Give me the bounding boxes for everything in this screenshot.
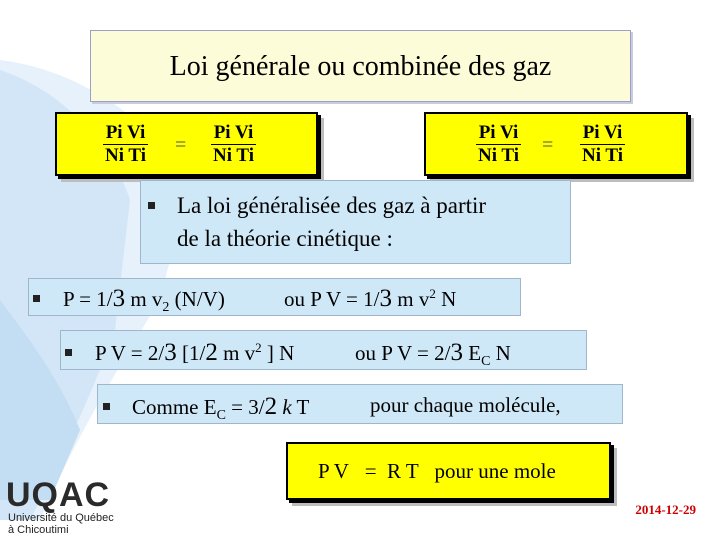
formula-right-lhs-numerator: Pi Vi xyxy=(478,122,519,143)
formula-left-equals: = xyxy=(175,134,187,156)
formula-box-left xyxy=(55,112,318,176)
equation-line-1-part-a: P = 1/3 m $v_2$ (N/V) xyxy=(63,285,225,316)
ideal-gas-mole-equation: P V = R T pour une mole xyxy=(318,459,556,483)
kinetic-theory-box xyxy=(140,180,571,264)
formula-right-rhs-denominator: Ni Ti xyxy=(582,145,624,166)
title-box xyxy=(90,30,631,102)
bullet-square-icon xyxy=(65,349,72,356)
formula-box-right xyxy=(424,112,688,176)
equation-line-1-part-b: ou P V = 1/3 m $v^2$ N xyxy=(284,285,457,312)
equation-line-3-box xyxy=(97,384,623,424)
formula-right-rhs-numerator: Pi Vi xyxy=(582,122,623,143)
formula-right-equals: = xyxy=(542,134,554,156)
kinetic-theory-line1: La loi généralisée des gaz à partir xyxy=(177,193,487,218)
formula-left-lhs-denominator: Ni Ti xyxy=(105,145,147,166)
equation-line-3-part-a: Comme $E_C = 3/2$ k T xyxy=(132,393,310,424)
formula-left-rhs-numerator: Pi Vi xyxy=(213,122,254,143)
uqac-logo xyxy=(6,478,114,536)
bullet-square-icon xyxy=(103,403,110,410)
uqac-logo-mark: UQAC xyxy=(6,476,111,514)
uqac-logo-line2: à Chicoutimi xyxy=(8,524,69,536)
formula-left-rhs-fraction xyxy=(211,122,256,167)
kinetic-theory-line2: de la théorie cinétique : xyxy=(177,226,393,251)
ideal-gas-mole-box xyxy=(286,442,611,500)
formula-right-lhs-denominator: Ni Ti xyxy=(478,145,520,166)
equation-line-2-part-a: P V = 2/3 [1/2 m $v^2$ ] N xyxy=(95,339,295,366)
uqac-logo-line1: Université du Québec xyxy=(8,512,114,524)
equation-line-2-box xyxy=(60,330,587,370)
bullet-square-icon xyxy=(148,202,155,209)
equation-line-1-box xyxy=(28,278,521,316)
slide-date: 2014-12-29 xyxy=(635,502,696,517)
equation-line-3-part-b: pour chaque molécule, xyxy=(370,393,561,417)
kinetic-theory-text xyxy=(177,189,486,255)
bullet-square-icon xyxy=(33,295,40,302)
slide-title: Loi générale ou combinée des gaz xyxy=(169,51,552,82)
formula-right-rhs-fraction xyxy=(580,122,625,167)
formula-left-rhs-denominator: Ni Ti xyxy=(213,145,255,166)
formula-left-lhs-numerator: Pi Vi xyxy=(105,122,146,143)
equation-line-2-part-b: ou P V = 2/3 $E_C$ N xyxy=(355,339,511,370)
formula-left-lhs-fraction xyxy=(103,122,148,167)
formula-right-lhs-fraction xyxy=(476,122,521,167)
